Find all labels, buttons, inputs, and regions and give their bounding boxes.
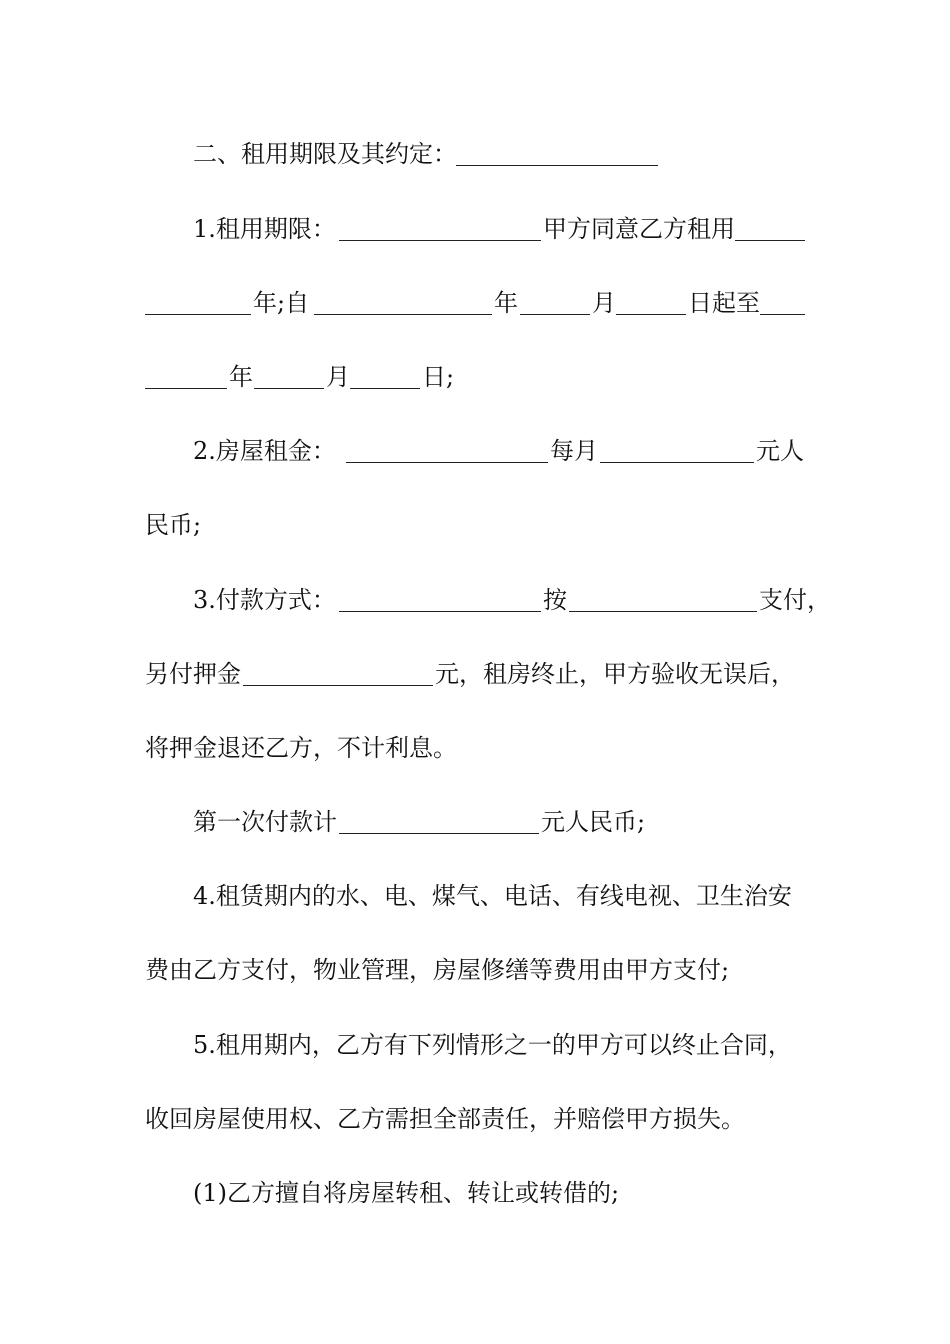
clause-1-date-range xyxy=(0,283,950,323)
blank-field xyxy=(346,462,548,463)
clause-3-first-payment xyxy=(0,802,950,842)
blank-field xyxy=(520,314,590,315)
text-segment: 费由乙方支付，物业管理，房屋修缮等费用由甲方支付; xyxy=(145,956,730,984)
clause-2-rent-cont xyxy=(0,505,950,545)
text-segment: 年 xyxy=(494,289,518,317)
section-heading-lease-term xyxy=(0,134,950,174)
text-segment: 元人民币; xyxy=(541,808,646,836)
clause-1-end-date xyxy=(0,357,950,397)
text-segment: 元人 xyxy=(756,437,804,465)
clause-3-deposit xyxy=(0,654,950,694)
blank-field xyxy=(339,833,539,834)
clause-3-payment-method xyxy=(0,580,950,620)
blank-field xyxy=(760,314,805,315)
blank-field xyxy=(735,240,805,241)
text-segment: 年 xyxy=(229,363,253,391)
text-segment: 月 xyxy=(592,289,616,317)
text-segment: 1.租用期限： xyxy=(193,215,336,243)
text-segment: 支付， xyxy=(759,586,831,614)
blank-field xyxy=(456,165,658,166)
text-segment: (1)乙方擅自将房屋转租、转让或转借的; xyxy=(193,1179,620,1207)
blank-field xyxy=(600,462,754,463)
text-segment: 收回房屋使用权、乙方需担全部责任，并赔偿甲方损失。 xyxy=(145,1105,745,1133)
text-segment: 5.租用期内，乙方有下列情形之一的甲方可以终止合同， xyxy=(193,1031,792,1059)
text-segment: 民币; xyxy=(145,511,202,539)
text-segment: 日起至 xyxy=(688,289,760,317)
text-segment: 元，租房终止，甲方验收无误后， xyxy=(435,660,795,688)
clause-1-lease-period xyxy=(0,209,950,249)
blank-field xyxy=(569,611,757,612)
text-segment: 每月 xyxy=(550,437,598,465)
clause-4-utilities-cont xyxy=(0,950,950,990)
blank-field xyxy=(339,240,541,241)
blank-field xyxy=(616,314,686,315)
clause-5-termination xyxy=(0,1025,950,1065)
clause-3-deposit-return xyxy=(0,728,950,768)
blank-field xyxy=(350,388,420,389)
blank-field xyxy=(339,611,541,612)
blank-field xyxy=(145,388,227,389)
blank-field xyxy=(254,388,324,389)
text-segment: 另付押金 xyxy=(145,660,241,688)
text-segment: 4.租赁期内的水、电、煤气、电话、有线电视、卫生治安 xyxy=(193,882,792,910)
clause-5-termination-cont xyxy=(0,1099,950,1139)
blank-field xyxy=(314,314,492,315)
blank-field xyxy=(243,685,433,686)
text-segment: 将押金退还乙方，不计利息。 xyxy=(145,734,457,762)
clause-4-utilities xyxy=(0,876,950,916)
clause-2-rent xyxy=(0,431,950,471)
text-segment: 2.房屋租金： xyxy=(193,437,336,465)
text-segment: 二、租用期限及其约定： xyxy=(193,140,457,168)
text-segment: 第一次付款计 xyxy=(193,808,337,836)
text-segment: 3.付款方式： xyxy=(193,586,336,614)
text-segment: 按 xyxy=(543,586,567,614)
text-segment: 甲方同意乙方租用 xyxy=(543,215,735,243)
blank-field xyxy=(145,314,251,315)
clause-5-item-1 xyxy=(0,1173,950,1213)
text-segment: 月 xyxy=(326,363,350,391)
text-segment: 日; xyxy=(422,363,455,391)
text-segment: 年;自 xyxy=(253,289,310,317)
